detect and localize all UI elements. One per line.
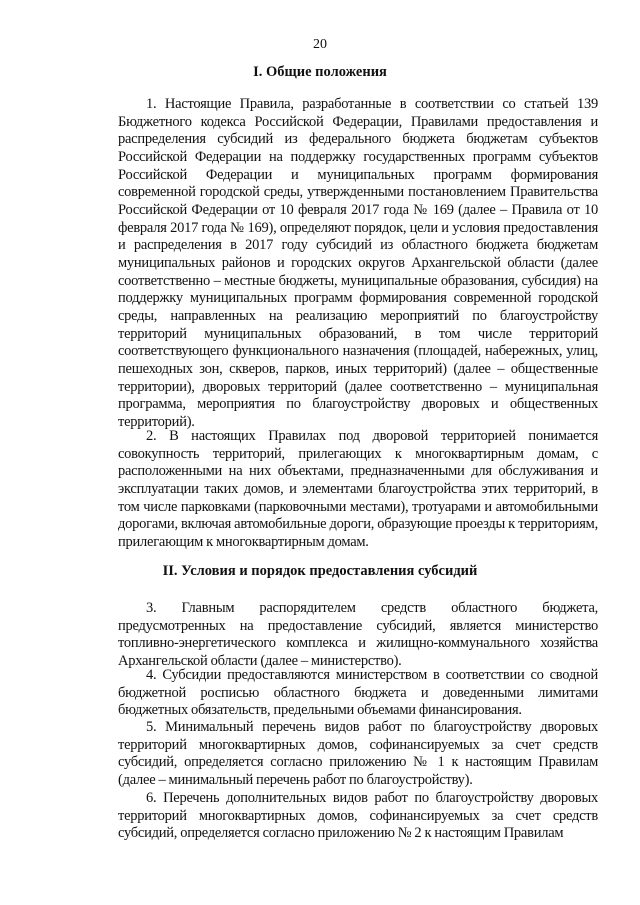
page-number: 20 — [313, 37, 327, 52]
paragraph-5: 5. Минимальный перечень видов работ по благоустройству дворовых территорий многоквартирных домов, софинансируемых за счет средств субсидий, определяется согласно приложению № 1 к настоящим Правилам (далее – минимальный перечень работ по благоустройству). — [118, 719, 598, 788]
paragraph-6: 6. Перечень дополнительных видов работ по благоустройству дворовых территорий многоквартирных домов, софинансируемых за счет средств субсидий, определяется согласно приложению № 2 к настоящим Правилам — [118, 790, 598, 842]
paragraph-1: 1. Настоящие Правила, разработанные в соответствии со статьей 139 Бюджетного кодекса Российской Федерации, Правилами предоставления и распределения субсидий из федерального бюджета бюджетам субъектов Российской Федерации на поддержку государственных программ субъектов Российской Федерации и муниципальных программ формирования современной городской среды, утвержденными постановлением Правительства Российской Федерации от 10 февраля 2017 года № 169 (далее – Правила от 10 февраля 2017 года № 169), определяют порядок, цели и условия предоставления и распределения в 2017 году субсидий из областного бюджета бюджетам муниципальных районов и городских округов Архангельской области (далее соответственно – местные бюджеты, муниципальные образования, субсидия) на поддержку муниципальных программ формирования современной городской среды, направленных на реализацию мероприятий по благоустройству территорий муниципальных образований, в том числе территорий соответствующего функционального назначения (площадей, набережных, улиц, пешеходных зон, скверов, парков, иных территорий) (далее – общественные территории), дворовых территорий (далее соответственно – муниципальная программа, мероприятия по благоустройству дворовых и общественных территорий). — [118, 96, 598, 430]
section-heading-conditions: II. Условия и порядок предоставления субсидий — [162, 563, 478, 579]
paragraph-3: 3. Главным распорядителем средств областного бюджета, предусмотренных на предоставление субсидий, является министерство топливно-энергетического комплекса и жилищно-коммунального хозяйства Архангельской области (далее – министерство). — [118, 600, 598, 669]
paragraph-4: 4. Субсидии предоставляются министерством в соответствии со сводной бюджетной росписью областного бюджета и доведенными лимитами бюджетных обязательств, предельными объемами финансирования. — [118, 667, 598, 719]
paragraph-2: 2. В настоящих Правилах под дворовой территорией понимается совокупность территорий, прилегающих к многоквартирным домам, с расположенными на них объектами, предназначенными для обслуживания и эксплуатации таких домов, и элементами благоустройства этих территорий, в том числе парковками (парковочными местами), тротуарами и автомобильными дорогами, включая автомобильные дороги, образующие проезды к территориям, прилегающим к многоквартирным домам. — [118, 428, 598, 550]
section-heading-general-provisions: I. Общие положения — [253, 64, 387, 80]
